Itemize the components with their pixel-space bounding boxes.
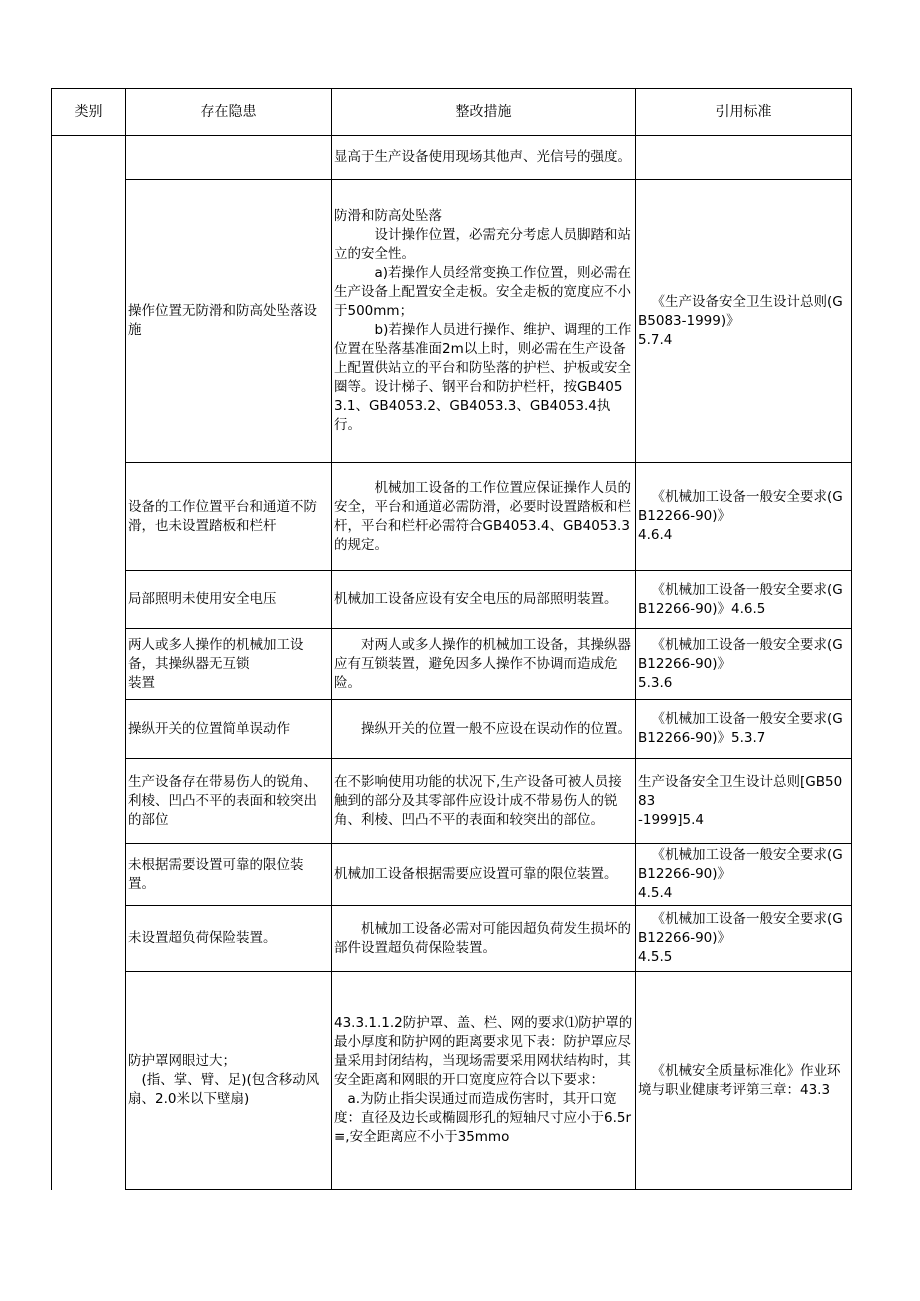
- measure-cell: [332, 571, 636, 629]
- header-category: 类别: [52, 89, 126, 136]
- measure-text: a)若操作人员经常变换工作位置，则必需在生产设备上配置安全走板。安全走板的宽度应不小于500mm；: [334, 265, 632, 319]
- hazard-cell: [126, 629, 332, 700]
- table-row: [52, 759, 852, 844]
- measure-text: 设计操作位置，必需充分考虑人员脚踏和站立的安全性。: [334, 227, 631, 262]
- standard-cell: [636, 571, 852, 629]
- standard-text: 《机械加工设备一般安全要求(GB12266-90)》: [638, 911, 843, 946]
- hazard-cell: [126, 759, 332, 844]
- standard-text: 《机械加工设备一般安全要求(GB12266-90)》: [638, 847, 843, 882]
- standard-cell: [636, 972, 852, 1190]
- measure-cell: [332, 759, 636, 844]
- standard-text: 《机械安全质量标准化》作业环境与职业健康考评第三章：43.3: [638, 1062, 841, 1098]
- standard-text: 4.5.4: [638, 885, 673, 901]
- hazard-text: 设备的工作位置平台和通道不防滑，也未设置踏板和栏杆: [128, 498, 317, 534]
- measure-cell: [332, 906, 636, 972]
- standard-text: 《机械加工设备一般安全要求(GB12266-90)》: [638, 636, 843, 672]
- measure-text: 机械加工设备的工作位置应保证操作人员的安全，平台和通道必需防滑，必要时设置踏板和栏杆，平台和栏杆必需符合GB4053.4、GB4053.3的规定。: [334, 479, 631, 553]
- standard-text: 《机械加工设备一般安全要求(GB12266-90)》5.3.7: [638, 711, 843, 746]
- hazard-text: 生产设备存在带易伤人的锐角、利棱、凹凸不平的表面和较突出的部位: [128, 773, 317, 828]
- measure-text: 在不影响使用功能的状况下,生产设备可被人员接触到的部分及其零部件应设计成不带易伤人的锐角、利棱、凹凸不平的表面和较突出的部位。: [334, 773, 622, 828]
- hazard-text: 操作位置无防滑和防高处坠落设施: [128, 303, 317, 338]
- standard-cell: [636, 906, 852, 972]
- standard-cell: [636, 463, 852, 571]
- hazard-cell: [126, 700, 332, 759]
- standard-text: 5.7.4: [638, 331, 673, 348]
- header-measure: 整改措施: [332, 89, 636, 136]
- measure-text: 操纵开关的位置一般不应设在误动作的位置。: [361, 720, 631, 737]
- hazard-cell: [126, 571, 332, 629]
- hazard-text: 未根据需要设置可靠的限位装置。: [128, 856, 304, 892]
- hazard-text: 局部照明未使用安全电压: [128, 591, 277, 607]
- hazard-text: 两人或多人操作的机械加工设备，其操纵器无互锁: [128, 636, 304, 672]
- hazard-cell: [126, 136, 332, 180]
- measure-text: 机械加工设备根据需要应设置可靠的限位装置。: [334, 866, 618, 882]
- standard-cell: [636, 180, 852, 463]
- standard-text: 5.3.6: [638, 674, 673, 691]
- hazard-text: (指、掌、臂、足)(包含移动风扇、2.0米以下壁扇): [128, 1072, 320, 1107]
- standard-text: 4.6.4: [638, 527, 673, 543]
- category-cell: [52, 136, 126, 1190]
- header-hazard: 存在隐患: [126, 89, 332, 136]
- table-row: [52, 972, 852, 1190]
- table-header-row: [52, 89, 852, 136]
- header-standard: 引用标准: [636, 89, 852, 136]
- measure-text: 防滑和防高处坠落: [334, 208, 442, 224]
- measure-cell: [332, 844, 636, 906]
- hazard-text: 防护罩网眼过大；: [128, 1053, 236, 1069]
- standard-text: 《生产设备安全卫生设计总则(GB5083-1999)》: [638, 293, 843, 329]
- table-row: [52, 180, 852, 463]
- standard-text: 《机械加工设备一般安全要求(GB12266-90)》: [638, 489, 843, 524]
- hazard-text: 操纵开关的位置简单误动作: [128, 720, 290, 737]
- standard-cell: [636, 629, 852, 700]
- measure-text: 对两人或多人操作的机械加工设备，其操纵器应有互锁装置，避免因多人操作不协调而造成危险。: [334, 636, 631, 691]
- measure-cell: [332, 972, 636, 1190]
- hazard-cell: [126, 180, 332, 463]
- measure-cell: [332, 629, 636, 700]
- document-page: [51, 88, 851, 1190]
- standard-cell: [636, 700, 852, 759]
- measure-cell: [332, 180, 636, 463]
- measure-cell: [332, 700, 636, 759]
- hazard-cell: [126, 906, 332, 972]
- standard-text: -1999]5.4: [638, 811, 704, 828]
- measure-cell: [332, 463, 636, 571]
- measure-text: 显高于生产设备使用现场其他声、光信号的强度。: [334, 149, 631, 165]
- table-row: [52, 571, 852, 629]
- standard-cell: [636, 136, 852, 180]
- standard-text: 4.5.5: [638, 949, 673, 965]
- measure-text: b)若操作人员进行操作、维护、调理的工作位置在坠落基准面2m以上时，则必需在生产设备上配置供站立的平台和防坠落的护栏、护板或安全圈等。设计梯子、钢平台和防护栏杆，按GB4053.1、GB4053.2、GB4053.3、GB4053.4执行。: [334, 322, 632, 433]
- table-row: [52, 700, 852, 759]
- hazard-cell: [126, 844, 332, 906]
- hazard-text: 装置: [128, 674, 155, 691]
- table-row: [52, 906, 852, 972]
- table-row: [52, 844, 852, 906]
- hazard-cell: [126, 463, 332, 571]
- measure-text: 43.3.1.1.2防护罩、盖、栏、网的要求⑴防护罩的最小厚度和防护网的距离要求见下表：防护罩应尽量采用封闭结构，当现场需要采用网状结构时，其安全距离和网眼的开口宽度应符合以下要求：: [334, 1015, 633, 1088]
- standard-text: 生产设备安全卫生设计总则[GB5083: [638, 773, 843, 809]
- table-row: [52, 463, 852, 571]
- hazard-table: [51, 88, 852, 1190]
- standard-text: 《机械加工设备一般安全要求(GB12266-90)》4.6.5: [638, 581, 843, 617]
- standard-cell: [636, 844, 852, 906]
- measure-text: 机械加工设备必需对可能因超负荷发生损坏的部件设置超负荷保险装置。: [334, 920, 631, 956]
- table-row: [52, 136, 852, 180]
- table-row: [52, 629, 852, 700]
- standard-cell: [636, 759, 852, 844]
- measure-text: 机械加工设备应设有安全电压的局部照明装置。: [334, 591, 618, 607]
- hazard-text: 未设置超负荷保险装置。: [128, 930, 277, 946]
- hazard-cell: [126, 972, 332, 1190]
- measure-text: a.为防止指尖误通过而造成伤害时，其开口宽度：直径及边长或椭圆形孔的短轴尺寸应小于6.5r≡,安全距离应不小于35mmo: [334, 1091, 632, 1145]
- measure-cell: [332, 136, 636, 180]
